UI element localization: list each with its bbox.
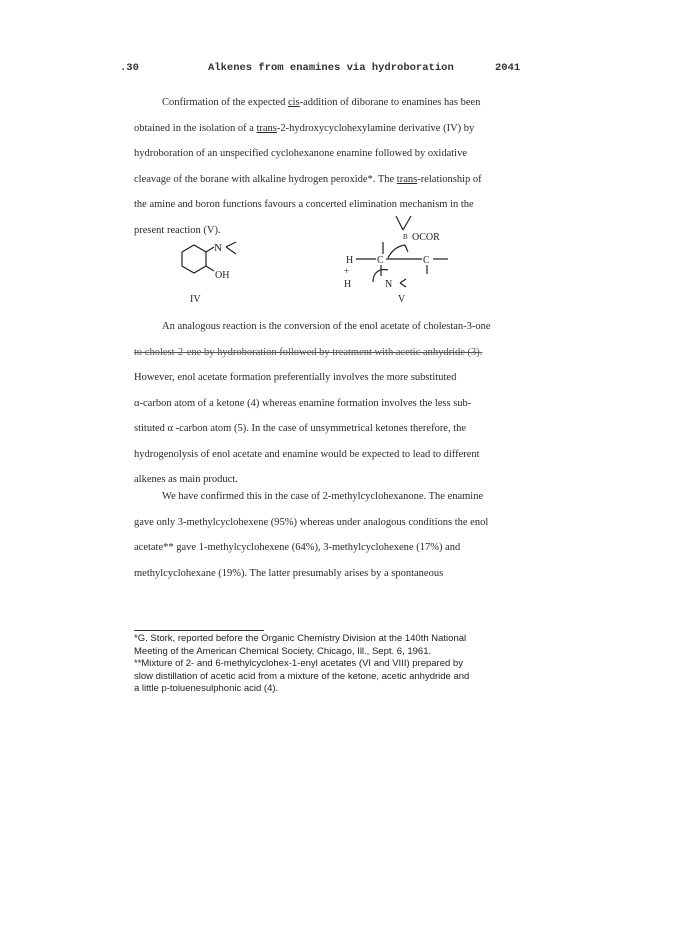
footnote-line: a little p-toluenesulphonic acid (4). bbox=[134, 683, 279, 694]
header-page-number: 2041 bbox=[495, 62, 521, 74]
footnote-line: **Mixture of 2- and 6-methylcyclohex-1-enyl acetates (VI and VIII) prepared by bbox=[134, 658, 463, 669]
text-line: present reaction (V). bbox=[134, 224, 221, 236]
text-line: stituted α -carbon atom (5). In the case of unsymmetrical ketones therefore, the bbox=[134, 423, 467, 434]
text-line: acetate** gave 1-methylcyclohexene (64%), 3-methylcyclohexene (17%) and bbox=[134, 542, 461, 553]
footnotes bbox=[134, 633, 554, 696]
footnote-line: *G. Stork, reported before the Organic Chemistry Division at the 140th National bbox=[134, 633, 467, 644]
v-ocor: OCOR bbox=[412, 232, 440, 243]
v-hydrogen: H bbox=[346, 255, 354, 266]
text-line: cleavage of the borane with alkaline hydrogen peroxide*. The trans-relationship of bbox=[134, 173, 482, 185]
text-line: hydrogenolysis of enol acetate and enamine would be expected to lead to different bbox=[134, 448, 480, 460]
structure-iv bbox=[182, 242, 236, 305]
structure-v bbox=[344, 216, 448, 305]
structure-figure bbox=[160, 212, 540, 312]
footnote-rule bbox=[134, 630, 264, 631]
header-page-ref: .30 bbox=[120, 62, 139, 74]
text-line: to cholest-2-ene by hydroboration followed by treatment with acetic anhydride (3). bbox=[134, 346, 483, 358]
footnote-line: slow distillation of acetic acid from a mixture of the ketone, acetic anhydride and bbox=[134, 670, 470, 682]
running-header bbox=[120, 62, 550, 78]
text-line: However, enol acetate formation preferentially involves the more substituted bbox=[134, 372, 457, 383]
text-line: methylcyclohexane (19%). The latter presumably arises by a spontaneous bbox=[134, 567, 444, 579]
paragraph-2 bbox=[134, 314, 554, 493]
text-line: We have confirmed this in the case of 2-methylcyclohexanone. The enamine bbox=[162, 491, 484, 502]
text-line: the amine and boron functions favours a concerted elimination mechanism in the bbox=[134, 199, 474, 210]
footnote-line: Meeting of the American Chemical Society, Chicago, Ill., Sept. 6, 1961. bbox=[134, 645, 432, 657]
v-nitrogen: N bbox=[385, 279, 393, 290]
iv-label: IV bbox=[190, 294, 201, 305]
text-line: obtained in the isolation of a trans-2-hydroxycyclohexylamine derivative (IV) by bbox=[134, 122, 475, 134]
v-proton: H bbox=[344, 279, 352, 290]
v-boron: B bbox=[403, 233, 408, 241]
text-line: gave only 3-methylcyclohexene (95%) whereas under analogous conditions the enol bbox=[134, 516, 489, 528]
v-carbon-2: C bbox=[423, 255, 430, 266]
iv-hydroxyl: OH bbox=[215, 270, 230, 281]
text-line: Confirmation of the expected cis-addition of diborane to enamines has been bbox=[162, 97, 481, 108]
iv-nitrogen: N bbox=[214, 242, 222, 254]
text-line: alkenes as main product. bbox=[134, 474, 238, 485]
v-label: V bbox=[398, 294, 406, 305]
text-line: An analogous reaction is the conversion of the enol acetate of cholestan-3-one bbox=[162, 321, 491, 332]
v-carbon-1: C bbox=[377, 255, 384, 266]
paragraph-3 bbox=[134, 484, 554, 586]
text-line: hydroboration of an unspecified cyclohexanone enamine followed by oxidative bbox=[134, 148, 467, 159]
text-line: α-carbon atom of a ketone (4) whereas enamine formation involves the less sub- bbox=[134, 397, 472, 409]
header-title: Alkenes from enamines via hydroboration bbox=[208, 62, 454, 74]
v-plus: + bbox=[344, 266, 350, 276]
structure-diagram bbox=[160, 212, 540, 312]
